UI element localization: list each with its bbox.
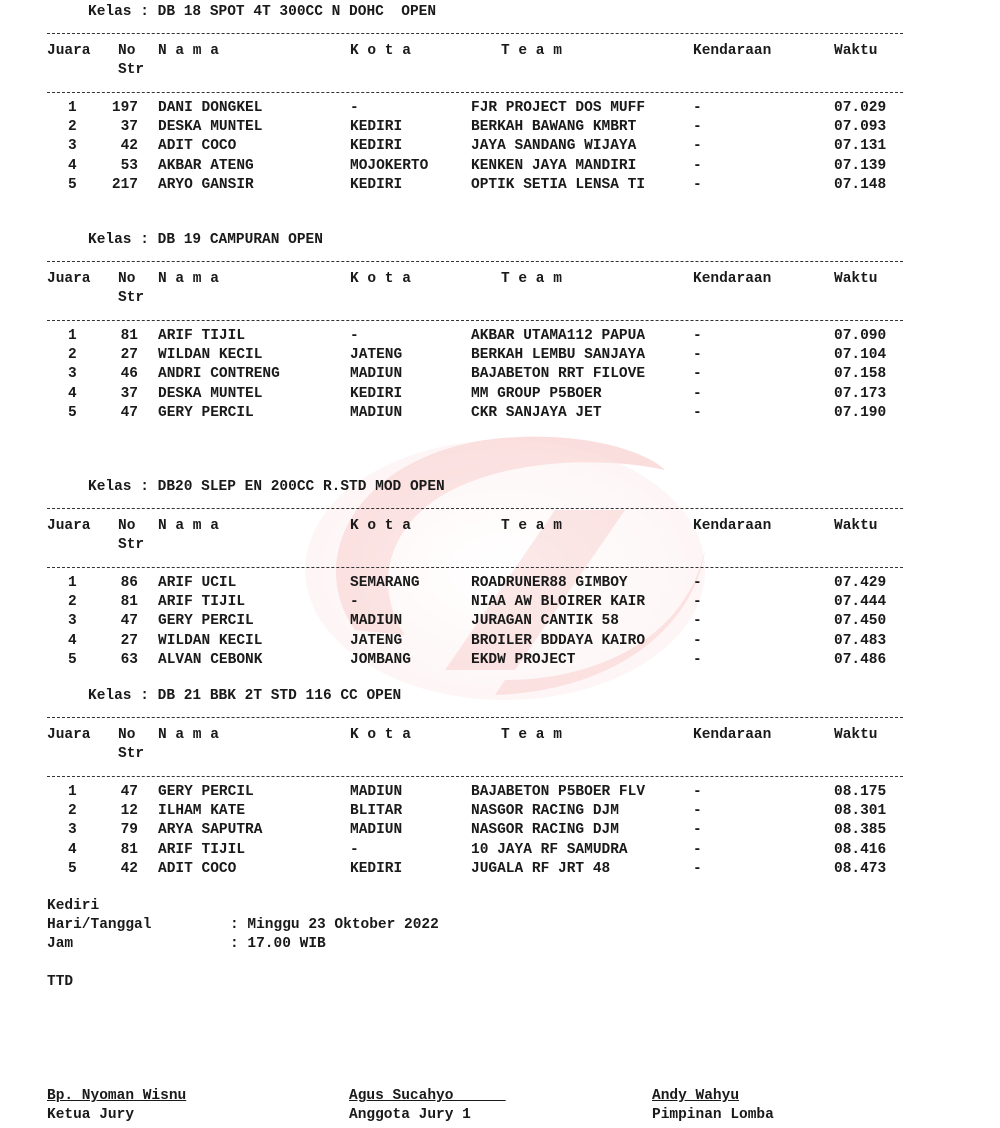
name-cell: ADIT COCO [158,138,237,155]
signature-role-anggota: Anggota Jury 1 [349,1107,471,1123]
signature-name-ketua: Bp. Nyoman Wisnu [47,1088,187,1104]
header-juara: Juara [47,518,91,534]
header-team: T e a m [501,43,562,59]
rank-cell: 4 [68,841,77,858]
table-row [0,842,1000,861]
time-cell: 07.148 [834,176,887,193]
name-cell: DESKA MUNTEL [158,119,263,136]
header-kendaraan: Kendaraan [693,518,772,534]
start-number-cell: 47 [120,404,138,421]
start-number-cell: 42 [120,138,138,155]
city-cell: - [350,841,359,858]
table-row [0,613,1000,632]
vehicle-cell: - [693,784,702,800]
header-str: Str [118,537,145,553]
vehicle-cell: - [693,860,702,877]
city-cell: MOJOKERTO [350,157,429,174]
table-row [0,803,1000,822]
table-row [0,822,1000,841]
name-cell: AKBAR ATENG [158,157,254,174]
name-cell: ARIF TIJIL [158,594,246,611]
header-kota: K o t a [350,271,411,287]
rank-cell: 1 [68,575,77,591]
name-cell: ARYA SAPUTRA [158,822,263,839]
name-cell: WILDAN KECIL [158,347,263,364]
start-number-cell: 46 [120,366,138,383]
rank-cell: 1 [68,784,77,800]
vehicle-cell: - [693,366,702,383]
header-kota: K o t a [350,727,411,743]
class-title: Kelas : DB 18 SPOT 4T 300CC N DOHC OPEN [88,4,437,20]
time-cell: 07.029 [834,100,887,116]
dashed-divider [47,33,903,34]
team-cell: JAYA SANDANG WIJAYA [471,138,637,155]
dashed-divider [47,567,903,568]
footer-date-label: Hari/Tanggal [47,917,152,933]
name-cell: GERY PERCIL [158,404,254,421]
header-waktu: Waktu [834,518,878,534]
city-cell: MADIUN [350,822,403,839]
time-cell: 07.444 [834,594,887,611]
team-cell: JURAGAN CANTIK 58 [471,613,619,630]
table-row [0,633,1000,652]
table-row [0,594,1000,613]
team-cell: KENKEN JAYA MANDIRI [471,157,637,174]
vehicle-cell: - [693,176,702,193]
start-number-cell: 63 [120,651,138,668]
signature-role-ketua: Ketua Jury [47,1107,135,1123]
rank-cell: 5 [68,404,77,421]
table-row [0,100,1000,119]
footer-time-label: Jam [47,936,74,952]
team-cell: NASGOR RACING DJM [471,803,619,820]
signature-name-anggota: Agus Sucahyo [349,1088,506,1104]
name-cell: ADIT COCO [158,860,237,877]
class-title: Kelas : DB20 SLEP EN 200CC R.STD MOD OPEN [88,479,445,495]
city-cell: KEDIRI [350,860,403,877]
time-cell: 08.473 [834,860,887,877]
team-cell: BROILER BDDAYA KAIRO [471,632,646,649]
header-waktu: Waktu [834,43,878,59]
footer-time-value: : 17.00 WIB [230,936,326,952]
dashed-divider [47,776,903,777]
city-cell: KEDIRI [350,176,403,193]
table-row [0,784,1000,803]
class-section [0,688,1000,888]
name-cell: ARIF TIJIL [158,841,246,858]
dashed-divider [47,261,903,262]
table-row [0,138,1000,157]
header-kota: K o t a [350,518,411,534]
header-str: Str [118,290,145,306]
name-cell: GERY PERCIL [158,613,254,630]
class-section [0,232,1000,432]
city-cell: JATENG [350,632,403,649]
city-cell: MADIUN [350,784,403,800]
time-cell: 07.483 [834,632,887,649]
vehicle-cell: - [693,385,702,402]
table-row [0,652,1000,671]
header-kendaraan: Kendaraan [693,43,772,59]
start-number-cell: 47 [120,613,138,630]
signature-name-pimpinan: Andy Wahyu [652,1088,740,1104]
dashed-divider [47,717,903,718]
start-number-cell: 37 [120,385,138,402]
start-number-cell: 217 [111,176,138,193]
footer-date-value: : Minggu 23 Oktober 2022 [230,917,439,933]
name-cell: WILDAN KECIL [158,632,263,649]
class-title: Kelas : DB 21 BBK 2T STD 116 CC OPEN [88,688,402,704]
table-row [0,861,1000,880]
time-cell: 08.175 [834,784,887,800]
table-row [0,575,1000,594]
header-juara: Juara [47,271,91,287]
vehicle-cell: - [693,138,702,155]
header-waktu: Waktu [834,727,878,743]
team-cell: NASGOR RACING DJM [471,822,619,839]
start-number-cell: 27 [120,347,138,364]
time-cell: 07.093 [834,119,887,136]
class-title: Kelas : DB 19 CAMPURAN OPEN [88,232,323,248]
start-number-cell: 42 [120,860,138,877]
city-cell: - [350,100,359,116]
vehicle-cell: - [693,328,702,344]
time-cell: 08.301 [834,803,887,820]
header-nama: N a m a [158,43,219,59]
table-row [0,158,1000,177]
city-cell: BLITAR [350,803,403,820]
vehicle-cell: - [693,347,702,364]
name-cell: GERY PERCIL [158,784,254,800]
city-cell: JOMBANG [350,651,411,668]
header-team: T e a m [501,727,562,743]
start-number-cell: 47 [120,784,138,800]
time-cell: 07.173 [834,385,887,402]
time-cell: 07.486 [834,651,887,668]
table-row [0,119,1000,138]
header-no: No [118,271,136,287]
header-no: No [118,727,136,743]
rank-cell: 4 [68,157,77,174]
rank-cell: 2 [68,594,77,611]
rank-cell: 1 [68,100,77,116]
team-cell: NIAA AW BLOIRER KAIR [471,594,646,611]
start-number-cell: 81 [120,328,138,344]
city-cell: - [350,594,359,611]
vehicle-cell: - [693,822,702,839]
team-cell: EKDW PROJECT [471,651,576,668]
rank-cell: 5 [68,651,77,668]
rank-cell: 4 [68,632,77,649]
name-cell: ANDRI CONTRENG [158,366,280,383]
city-cell: KEDIRI [350,138,403,155]
signature-role-pimpinan: Pimpinan Lomba [652,1107,774,1123]
header-str: Str [118,746,145,762]
team-cell: JUGALA RF JRT 48 [471,860,611,877]
city-cell: MADIUN [350,404,403,421]
vehicle-cell: - [693,404,702,421]
header-kendaraan: Kendaraan [693,727,772,743]
rank-cell: 3 [68,822,77,839]
start-number-cell: 53 [120,157,138,174]
team-cell: 10 JAYA RF SAMUDRA [471,841,628,858]
city-cell: MADIUN [350,366,403,383]
rank-cell: 5 [68,860,77,877]
class-section [0,479,1000,679]
name-cell: DESKA MUNTEL [158,385,263,402]
start-number-cell: 197 [111,100,138,116]
name-cell: DANI DONGKEL [158,100,263,116]
city-cell: KEDIRI [350,385,403,402]
time-cell: 07.158 [834,366,887,383]
vehicle-cell: - [693,632,702,649]
start-number-cell: 81 [120,594,138,611]
name-cell: ARIF TIJIL [158,328,246,344]
team-cell: BERKAH BAWANG KMBRT [471,119,637,136]
dashed-divider [47,92,903,93]
header-kendaraan: Kendaraan [693,271,772,287]
team-cell: CKR SANJAYA JET [471,404,602,421]
rank-cell: 2 [68,347,77,364]
time-cell: 08.416 [834,841,887,858]
team-cell: MM GROUP P5BOER [471,385,602,402]
city-cell: JATENG [350,347,403,364]
header-team: T e a m [501,518,562,534]
vehicle-cell: - [693,594,702,611]
start-number-cell: 27 [120,632,138,649]
table-row [0,177,1000,196]
header-nama: N a m a [158,727,219,743]
header-no: No [118,518,136,534]
vehicle-cell: - [693,651,702,668]
vehicle-cell: - [693,100,702,116]
time-cell: 07.139 [834,157,887,174]
header-str: Str [118,62,145,78]
footer-ttd: TTD [47,974,74,990]
team-cell: BAJABETON RRT FILOVE [471,366,646,383]
start-number-cell: 79 [120,822,138,839]
name-cell: ILHAM KATE [158,803,246,820]
table-row [0,386,1000,405]
time-cell: 07.104 [834,347,887,364]
header-nama: N a m a [158,271,219,287]
city-cell: MADIUN [350,613,403,630]
rank-cell: 5 [68,176,77,193]
rank-cell: 1 [68,328,77,344]
start-number-cell: 86 [120,575,138,591]
name-cell: ARIF UCIL [158,575,237,591]
rank-cell: 2 [68,803,77,820]
header-no: No [118,43,136,59]
time-cell: 07.090 [834,328,887,344]
city-cell: KEDIRI [350,119,403,136]
header-kota: K o t a [350,43,411,59]
city-cell: SEMARANG [350,575,420,591]
vehicle-cell: - [693,803,702,820]
team-cell: OPTIK SETIA LENSA TI [471,176,646,193]
time-cell: 07.450 [834,613,887,630]
vehicle-cell: - [693,157,702,174]
team-cell: AKBAR UTAMA112 PAPUA [471,328,646,344]
start-number-cell: 12 [120,803,138,820]
dashed-divider [47,508,903,509]
header-juara: Juara [47,727,91,743]
team-cell: BAJABETON P5BOER FLV [471,784,646,800]
header-juara: Juara [47,43,91,59]
rank-cell: 2 [68,119,77,136]
class-section [0,4,1000,204]
name-cell: ARYO GANSIR [158,176,254,193]
vehicle-cell: - [693,613,702,630]
start-number-cell: 81 [120,841,138,858]
rank-cell: 4 [68,385,77,402]
rank-cell: 3 [68,613,77,630]
team-cell: FJR PROJECT DOS MUFF [471,100,646,116]
team-cell: BERKAH LEMBU SANJAYA [471,347,646,364]
table-row [0,405,1000,424]
header-waktu: Waktu [834,271,878,287]
start-number-cell: 37 [120,119,138,136]
rank-cell: 3 [68,366,77,383]
rank-cell: 3 [68,138,77,155]
city-cell: - [350,328,359,344]
team-cell: ROADRUNER88 GIMBOY [471,575,628,591]
dashed-divider [47,320,903,321]
time-cell: 08.385 [834,822,887,839]
name-cell: ALVAN CEBONK [158,651,263,668]
vehicle-cell: - [693,119,702,136]
table-row [0,347,1000,366]
time-cell: 07.131 [834,138,887,155]
table-row [0,366,1000,385]
table-row [0,328,1000,347]
footer-city: Kediri [47,898,100,914]
vehicle-cell: - [693,841,702,858]
header-team: T e a m [501,271,562,287]
time-cell: 07.429 [834,575,887,591]
header-nama: N a m a [158,518,219,534]
time-cell: 07.190 [834,404,887,421]
vehicle-cell: - [693,575,702,591]
